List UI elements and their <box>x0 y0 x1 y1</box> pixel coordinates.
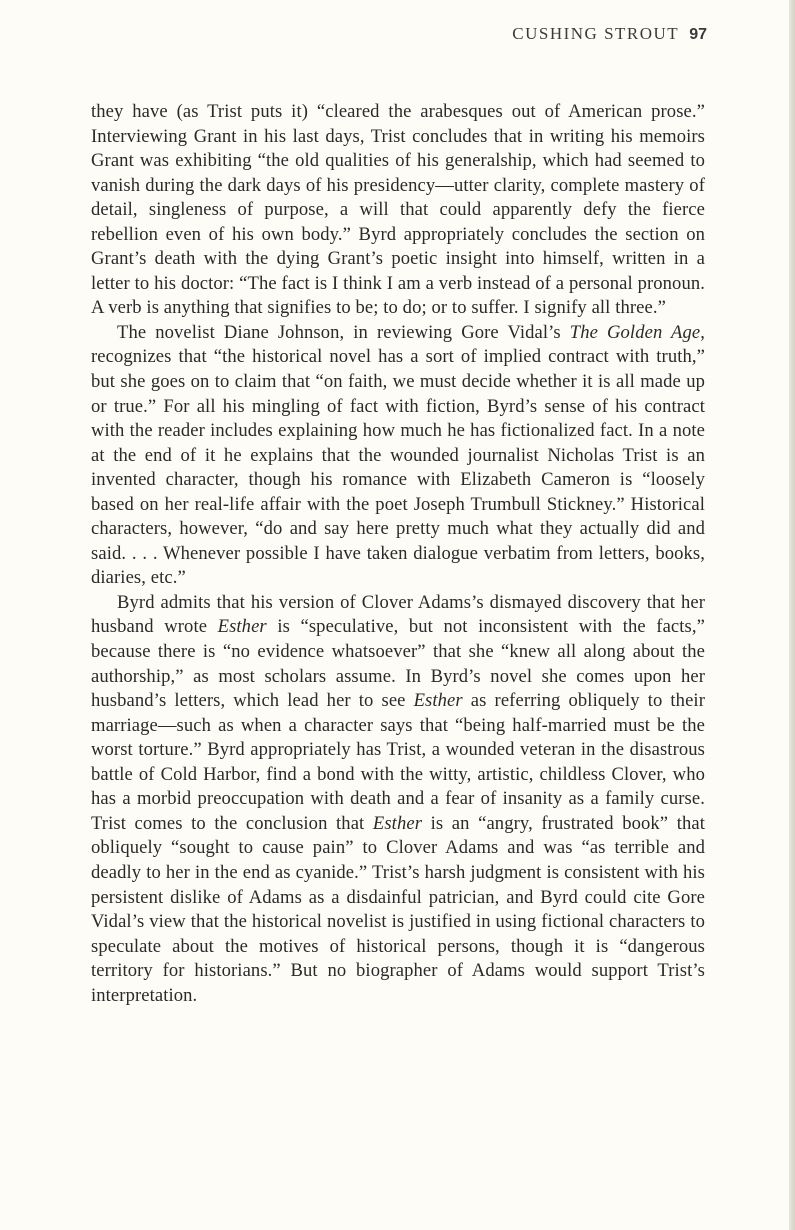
paragraph-text: they have (as Trist puts it) “cleared the arabesques out of American prose.” Interviewing Grant in his last days, Trist concludes that in writing his memoirs Grant was exhibiting “the old qualities of his generalship, which had seemed to vanish during the dark days of his presidency—utter clarity, complete mastery of detail, singleness of purpose, a will that could apparently defy the fierce rebellion even of his own body.” Byrd appropriately concludes the section on Grant’s death with the dying Grant’s poetic insight into himself, written in a letter to his doctor: “The fact is I think I am a verb instead of a personal pronoun. A verb is anything that signifies to be; to do; or to suffer. I signify all three.” <box>91 101 705 319</box>
paragraph-text: as referring obliquely to their marriage—such as when a character says that “being half-married must be the worst torture.” Byrd appropriately has Trist, a wounded veteran in the disastrous battle of Cold Harbor, find a bond with the witty, artistic, childless Clover, who has a morbid preoccupation with death and a fear of insanity as a family curse. Trist comes to the conclusion that <box>91 690 705 834</box>
book-title: Esther <box>413 690 463 712</box>
paragraph-1 <box>91 100 705 321</box>
paragraph-text: , recognizes that “the historical novel has a sort of implied contract with truth,” but she goes on to claim that “on faith, we must decide whether it is all made up or true.” For all his mingling of fact with fiction, Byrd’s sense of his contract with the reader includes explaining how much he has fictionalized fact. In a note at the end of it he explains that the wounded journalist Nicholas Trist is an invented character, though his romance with Elizabeth Cameron is “loosely based on her real-life affair with the poet Joseph Trumbull Stickney.” Historical characters, however, “do and say here pretty much what they actually did and said. . . . Whenever possible I have taken dialogue verbatim from letters, books, diaries, etc.” <box>91 321 705 589</box>
paragraph-2 <box>91 321 705 591</box>
running-head-author: CUSHING STROUT <box>512 24 680 43</box>
paragraph-text: Byrd admits that his version of Clover Adams’s dismayed discovery that her husband wrote <box>91 591 705 638</box>
body-text <box>91 100 705 1008</box>
page-edge <box>789 0 795 1230</box>
running-head <box>512 24 707 44</box>
book-title: The Golden Age <box>569 321 701 343</box>
paragraph-text: The novelist Diane Johnson, in reviewing Gore Vidal’s <box>117 321 570 343</box>
paragraph-3 <box>91 591 705 1008</box>
book-title: Esther <box>217 616 267 638</box>
paragraph-text: is “speculative, but not inconsistent with the facts,” because there is “no evidence whatsoever” that she “knew all along about the authorship,” as most scholars assume. In Byrd’s novel she comes upon her husband’s letters, which lead her to see <box>91 616 705 712</box>
page-number: 97 <box>689 26 707 43</box>
book-title: Esther <box>372 812 423 834</box>
paragraph-text: is an “angry, frustrated book” that obliquely “sought to cause pain” to Clover Adams and was “as terrible and deadly to her in the end as cyanide.” Trist’s harsh judgment is consistent with his persistent dislike of Adams as a disdainful patrician, and Byrd could cite Gore Vidal’s view that the historical novelist is justified in using fictional characters to speculate about the motives of historical persons, though it is “dangerous territory for historians.” But no biographer of Adams would support Trist’s interpretation. <box>91 812 705 1006</box>
